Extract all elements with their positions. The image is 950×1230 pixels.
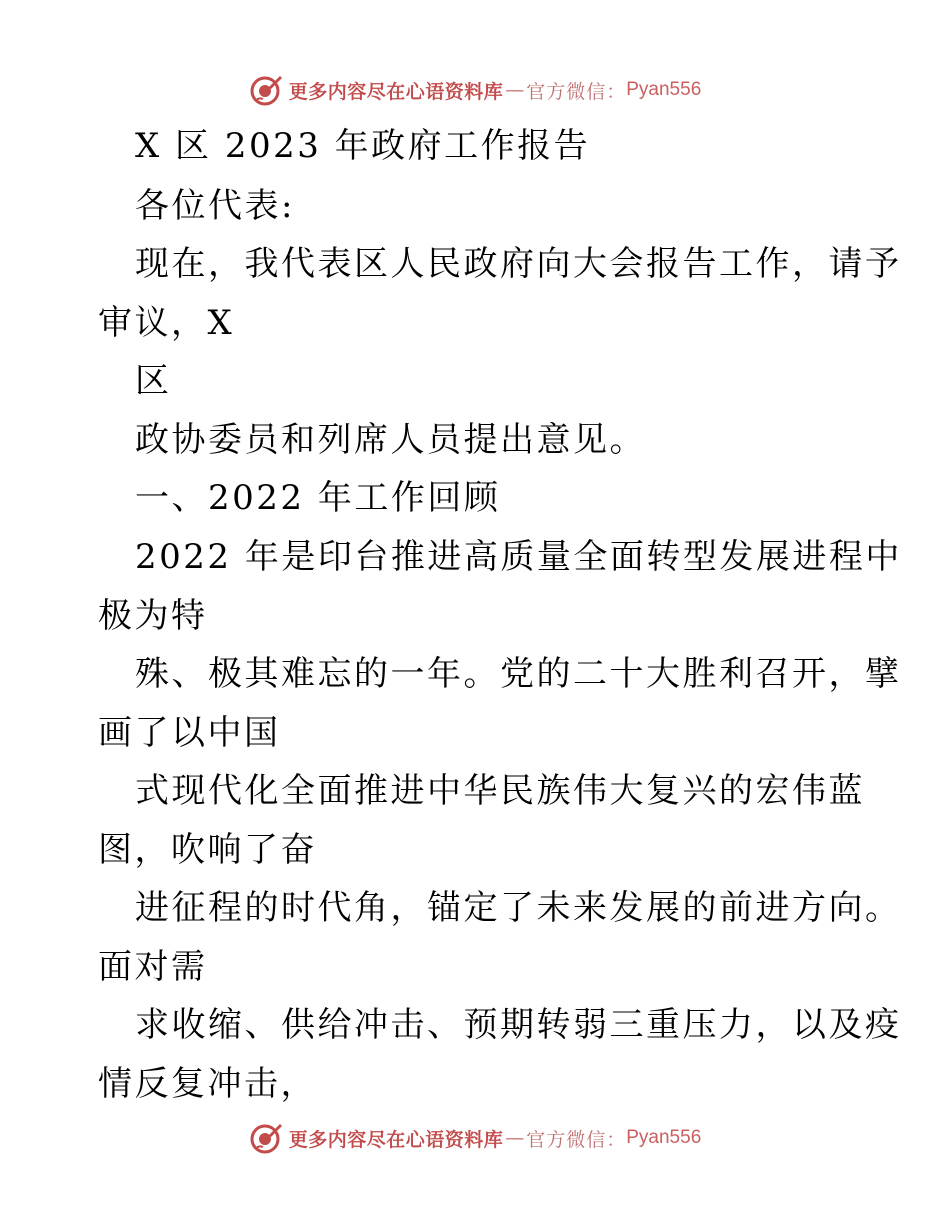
watermark-main-text: 更多内容尽在心语资料库 (288, 1128, 504, 1151)
watermark-wechat-id: Pyan556 (626, 79, 702, 100)
paragraph-line: 极为特 (98, 596, 208, 636)
paragraph-line: 殊、极其难忘的一年。党的二十大胜利召开，擘 (135, 654, 902, 694)
watermark-main-text: 更多内容尽在心语资料库 (288, 80, 504, 103)
document-body (0, 118, 950, 1108)
paragraph-line: 图，吹响了奋 (98, 830, 317, 870)
paragraph-line: 政协委员和列席人员提出意见。 (135, 420, 646, 460)
brush-logo-icon (249, 73, 283, 107)
paragraph-line: 式现代化全面推进中华民族伟大复兴的宏伟蓝 (135, 771, 865, 811)
brush-logo-icon (249, 1121, 283, 1155)
paragraph-line: 进征程的时代角，锚定了未来发展的前进方向。 (135, 888, 902, 928)
watermark-header (0, 70, 950, 110)
watermark-dash: — (505, 1127, 525, 1149)
paragraph-line: 现在，我代表区人民政府向大会报告工作，请予 (135, 244, 902, 284)
watermark-footer (0, 1118, 950, 1158)
paragraph-line: 面对需 (98, 947, 208, 987)
paragraph-line: 求收缩、供给冲击、预期转弱三重压力，以及疫 (135, 1005, 902, 1045)
paragraph-line: 区 (135, 361, 172, 401)
paragraph-line: 情反复冲击， (98, 1064, 317, 1104)
paragraph-line: 画了以中国 (98, 713, 281, 753)
salutation: 各位代表: (135, 186, 295, 226)
watermark-wechat-id: Pyan556 (626, 1127, 702, 1148)
paragraph-line: 2022 年是印台推进高质量全面转型发展进程中 (135, 537, 902, 577)
section-heading: 一、2022 年工作回顾 (135, 478, 501, 518)
document-title: X 区 2023 年政府工作报告 (135, 126, 591, 166)
watermark-dash: — (505, 79, 525, 101)
paragraph-line: 审议，X (98, 303, 235, 343)
watermark-wechat-label: 官方微信： (526, 1128, 627, 1151)
watermark-wechat-label: 官方微信： (526, 80, 627, 103)
